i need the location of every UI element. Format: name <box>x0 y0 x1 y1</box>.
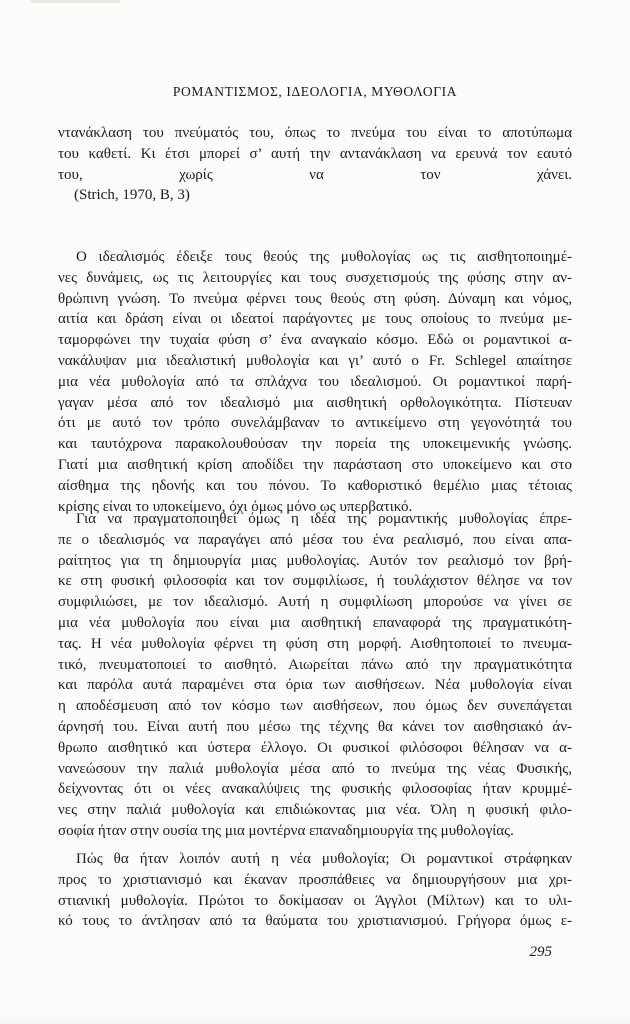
text-line: η αποδέσμευση από τον κόσμο των αισθήσεων, που όμως δεν συνεπάγεται <box>58 698 572 715</box>
page-header: ΡΟΜΑΝΤΙΣΜΟΣ, ΙΔΕΟΛΟΓΙΑ, ΜΥΘΟΛΟΓΙΑ <box>172 84 458 99</box>
text-line: τας. Η νέα μυθολογία φέρνει τη φύση στη μορφή. Αισθητοποιεί το πνευμα- <box>58 635 572 652</box>
text-line: θρώπινη γνώση. Το πνεύμα φέρνει τους θεούς στη φύση. Δύναμη και νόμος, <box>58 290 572 307</box>
text-line: κό τους το άντλησαν από τα θαύματα του χριστιανισμού. Γρήγορα όμως ε- <box>58 913 572 930</box>
text-line: ντανάκλαση του πνεύματός του, όπως το πνεύμα του είναι το αποτύπωμα <box>58 125 572 141</box>
text-line: του, χωρίς να τον χάνει. <box>58 166 572 183</box>
text-line: μια νέα μυθολογία από τα σπλάχνα του ιδεαλισμού. Οι ρομαντικοί παρή- <box>58 373 572 390</box>
text-line: ραίτητος για τη δημιουργία μιας μυθολογίας. Αυτόν τον ρεαλισμό τον βρή- <box>58 552 572 569</box>
text-line: τικό, πνευματοποιεί το αισθητό. Αιωρείται πάνω από την πραγματικότητα <box>58 656 572 673</box>
scan-artifact-bottom-shade <box>0 1014 630 1024</box>
text-line: του καθετί. Κι έτσι μπορεί σ’ αυτή την αντανάκλαση να ερευνά τον εαυτό <box>58 145 572 162</box>
text-line: και ταυτόχρονα παρακολουθούσαν την πορεία της υποκειμενικής γνώσης. <box>58 436 572 453</box>
text-line: δείχνοντας ότι οι νέες ανακαλύψεις της φυσικής φιλοσοφίας ήταν κρυμμέ- <box>58 781 572 798</box>
text-line: αίσθημα της ηδονής και του πόνου. Το καθοριστικό θεμέλιο μιας τέτοιας <box>58 477 572 494</box>
text-line: αιτία και δράση είναι οι ιδεατοί παράγοντες με τους οποίους το πνεύμα με- <box>58 311 572 328</box>
text-line: κρίσης είναι το υποκείμενο, όχι όμως μόνο ως υπερβατικό. <box>58 498 413 515</box>
text-line: συμφιλιώσει, με τον ιδεαλισμό. Αυτή η συμφιλίωση μπορούσε να γίνει σε <box>58 594 572 611</box>
text-line: στιανική μυθολογία. Πρώτοι το δοκίμασαν οι Άγγλοι (Μίλτων) και το υλι- <box>58 892 572 909</box>
text-line: ταμορφώνει την τυχαία φύση σ’ ένα αναγκαίο κόσμο. Εδώ οι ρομαντικοί α- <box>58 332 572 349</box>
text-line: Για να πραγματοποιηθεί όμως η ιδέα της ρομαντικής μυθολογίας έπρε- <box>76 511 572 527</box>
paragraph-2 <box>58 509 572 842</box>
text-line: νες στην παλιά μυθολογία και επιδιώκοντας μια νέα. Όλη η φυσική φιλο- <box>58 802 572 819</box>
text-line: ότι με αυτό τον τρόπο συνελάμβαναν το αντικείμενο στη γεγονότητά του <box>58 415 572 432</box>
text-line: Γιατί μια αισθητική κρίση αποδίδει την παράσταση στο υποκείμενο και στο <box>58 456 572 473</box>
text-line: πε ο ιδεαλισμός να παραγάγει από μέσα του ένα ρεαλισμό, που είναι απα- <box>58 531 572 548</box>
text-line: γαγαν μέσα από τον ιδεαλισμό μια αισθητική ορθολογικότητα. Πίστευαν <box>58 394 572 411</box>
text-line: και παρόλα αυτά παραμένει στα όρια των αισθήσεων. Νέα μυθολογία είναι <box>58 677 572 694</box>
text-line: προς το χριστιανισμό και έκαναν προσπάθειες να δημιουργήσουν μια χρι- <box>58 871 572 888</box>
text-line: Ο ιδεαλισμός έδειξε τους θεούς της μυθολογίας ως τις αισθητοποιημέ- <box>76 249 572 265</box>
text-line: Πώς θα ήταν λοιπόν αυτή η νέα μυθολογία; Οι ρομαντικοί στράφηκαν <box>76 851 572 867</box>
text-line: άρνησή του. Είναι αυτή που μέσω της τέχνης θα κάνει τον αισθησιακό άν- <box>58 718 572 735</box>
paragraph-3 <box>58 849 572 932</box>
text-line: νες δυνάμεις, ως τις λειτουργίες και τους συσχετισμούς της φύσης στην αν- <box>58 269 572 286</box>
quote-block <box>58 123 572 206</box>
text-line: νανεώσουν την παλιά μυθολογία μέσα από το πνεύμα της νέας Φυσικής, <box>58 760 572 777</box>
page-number: 295 <box>529 944 552 960</box>
text-line: μια νέα μυθολογία που είναι μια αισθητική επαναφορά της πραγματικότη- <box>58 614 572 631</box>
text-line: (Strich, 1970, B, 3) <box>74 187 190 204</box>
text-line: σοφία ήταν στην ουσία της μια μοντέρνα επαναδημιουργία της μυθολογίας. <box>58 822 514 839</box>
scan-artifact-top-edge <box>30 0 120 3</box>
text-line: θρωπο αισθητικό και ύστερα έλλογο. Οι φυσικοί φιλόσοφοι θέλησαν να α- <box>58 739 572 756</box>
text-line: κε στη φυσική φιλοσοφία και τον συμφιλίωσε, ή τουλάχιστον θέλησε να τον <box>58 573 572 590</box>
paragraph-1 <box>58 247 572 517</box>
text-line: νακάλυψαν μια ιδεαλιστική μυθολογία και γι’ αυτό ο Fr. Schlegel απαίτησε <box>58 352 572 369</box>
